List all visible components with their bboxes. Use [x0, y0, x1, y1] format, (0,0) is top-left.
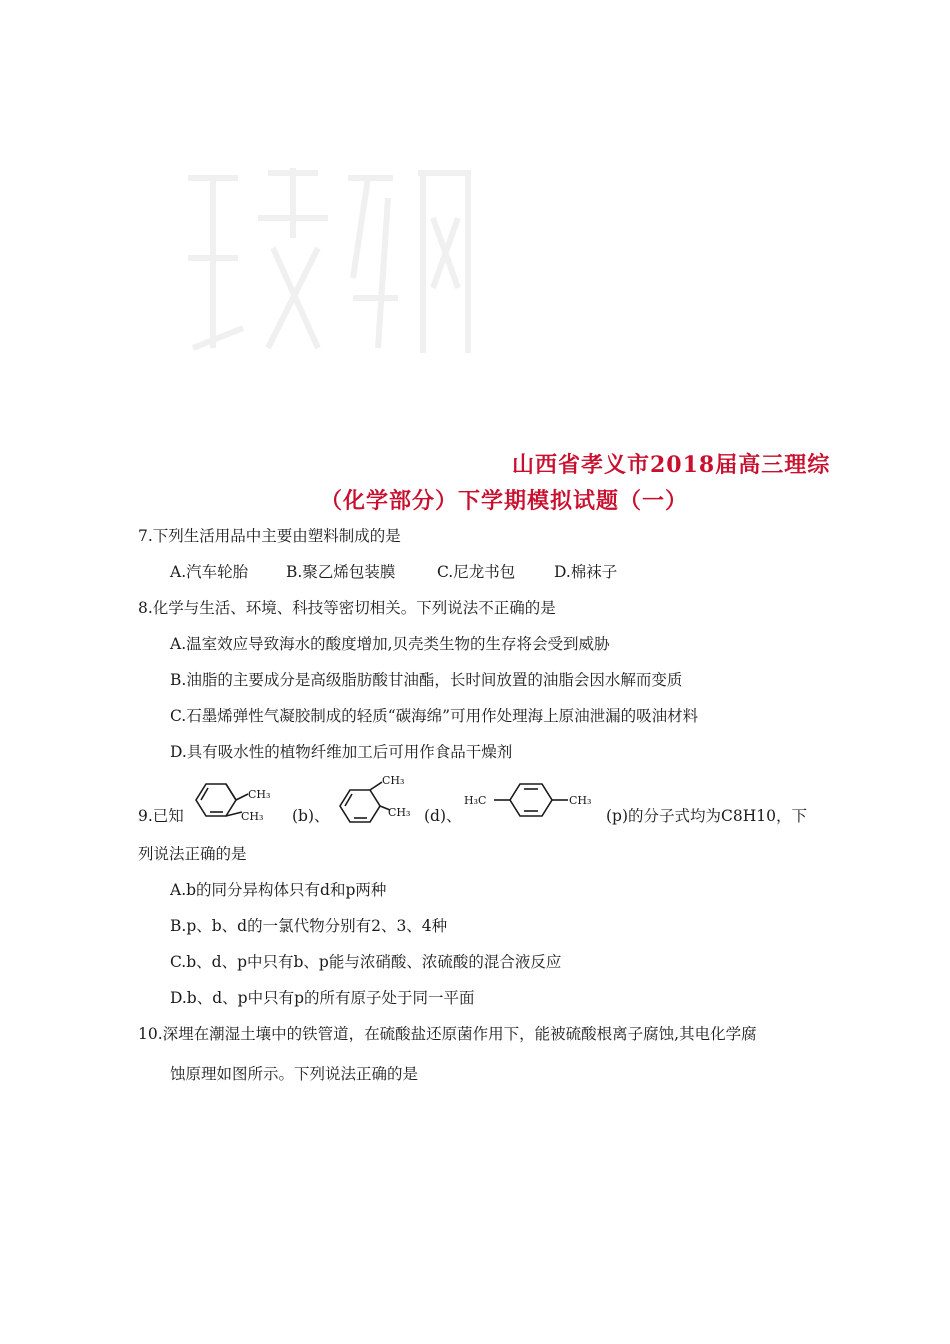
mol-b-ch3-bottom: CH₃ [241, 810, 264, 823]
watermark [178, 158, 478, 368]
q9-label-b: (b)、 [292, 807, 330, 825]
molecule-p-structure [462, 776, 606, 824]
q7-option-a: A.汽车轮胎 [170, 563, 249, 581]
mol-p-right-group: CH₃ [569, 794, 592, 807]
mol-d-ch3-top: CH₃ [382, 774, 405, 787]
doc-title-line2: （化学部分）下学期模拟试题（一） [320, 488, 689, 514]
q9-option-a: A.b的同分异构体只有d和p两种 [170, 881, 387, 899]
molecule-d-structure [334, 770, 424, 826]
q9-prefix: 9.已知 [138, 807, 184, 825]
q9-option-b: B.p、b、d的一氯代物分别有2、3、4种 [170, 917, 448, 935]
q9-stem-continued: 列说法正确的是 [138, 845, 247, 863]
q7-option-c: C.尼龙书包 [437, 563, 516, 581]
doc-title-line1: 山西省孝义市2018届高三理综 [512, 452, 831, 478]
molecule-b-structure [186, 776, 276, 824]
q8-option-d: D.具有吸水性的植物纤维加工后可用作食品干燥剂 [170, 743, 513, 761]
mol-p-left-group: H₃C [464, 794, 487, 807]
q7-option-d: D.棉袜子 [554, 563, 618, 581]
q8-option-a: A.温室效应导致海水的酸度增加,贝壳类生物的生存将会受到威胁 [170, 635, 610, 653]
q9-option-c: C.b、d、p中只有b、p能与浓硝酸、浓硫酸的混合液反应 [170, 953, 562, 971]
q7-stem: 7.下列生活用品中主要由塑料制成的是 [138, 527, 401, 545]
q8-option-b: B.油脂的主要成分是高级脂肪酸甘油酯，长时间放置的油脂会因水解而变质 [170, 671, 683, 689]
q8-stem: 8.化学与生活、环境、科技等密切相关。下列说法不正确的是 [138, 599, 556, 617]
q9-suffix: (p)的分子式均为C8H10，下 [606, 807, 807, 825]
q9-option-d: D.b、d、p中只有p的所有原子处于同一平面 [170, 989, 475, 1007]
q10-stem: 10.深埋在潮湿土壤中的铁管道，在硫酸盐还原菌作用下，能被硫酸根离子腐蚀,其电化学腐 [138, 1025, 757, 1043]
q9-label-d: (d)、 [424, 807, 462, 825]
mol-d-ch3-bottom: CH₃ [388, 806, 411, 819]
q7-option-b: B.聚乙烯包装膜 [286, 563, 396, 581]
mol-b-ch3-top: CH₃ [248, 788, 271, 801]
q10-stem-continued: 蚀原理如图所示。下列说法正确的是 [170, 1065, 419, 1083]
q8-option-c: C.石墨烯弹性气凝胶制成的轻质“碳海绵”可用作处理海上原油泄漏的吸油材料 [170, 707, 699, 725]
